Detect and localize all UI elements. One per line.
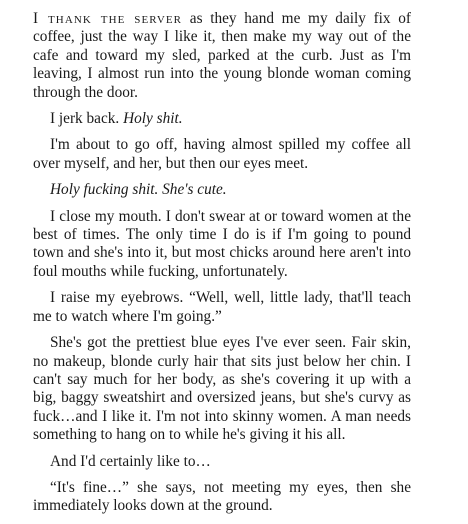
paragraph-4 (33, 181, 411, 199)
paragraph-5 (33, 208, 411, 282)
chapter-opening-smallcaps: I thank the server (33, 10, 183, 27)
paragraph-7 (33, 334, 411, 444)
paragraph-2-text: I jerk back. (50, 110, 124, 128)
paragraph-6 (33, 289, 411, 326)
paragraph-3-text: I'm about to go off, having almost spilled my coffee all over myself, and her, but then our eyes meet. (33, 136, 411, 172)
paragraph-5-text: I close my mouth. I don't swear at or toward women at the best of times. The only time I do is if I'm going to pound town and she's into it, but most chicks around here aren't into foul mouths while fucking, unfortunately. (33, 207, 411, 280)
paragraph-7-text: She's got the prettiest blue eyes I've ever seen. Fair skin, no makeup, blonde curly hair that sits just below her chin. I can't say much for her body, as she's covering it up with a big, baggy sweatshirt and oversized jeans, but she's curvy as fuck…and I like it. I'm not into skinny women. A man needs something to hang on to while he's giving it his all. (33, 334, 411, 444)
paragraph-8-text: And I'd certainly like to… (50, 452, 211, 470)
paragraph-3 (33, 136, 411, 173)
paragraph-9-text: “It's fine…” she says, not meeting my eyes, then she immediately looks down at the ground. (33, 478, 411, 515)
paragraph-8 (33, 453, 411, 471)
book-page (33, 10, 411, 524)
paragraph-6-text: I raise my eyebrows. “Well, well, little lady, that'll teach me to watch where I'm going.” (33, 289, 411, 325)
paragraph-1 (33, 10, 411, 102)
paragraph-4-italic: Holy fucking shit. She's cute. (50, 181, 227, 199)
paragraph-2 (33, 110, 411, 128)
paragraph-9 (33, 479, 411, 516)
paragraph-2-italic: Holy shit. (123, 110, 183, 128)
paragraph-1-text: as they hand me my daily fix of coffee, just the way I like it, then make my way out of the cafe and toward my sled, parked at the curb. Just as I'm leaving, I almost run into the young blonde woman coming through the door. (33, 10, 411, 101)
